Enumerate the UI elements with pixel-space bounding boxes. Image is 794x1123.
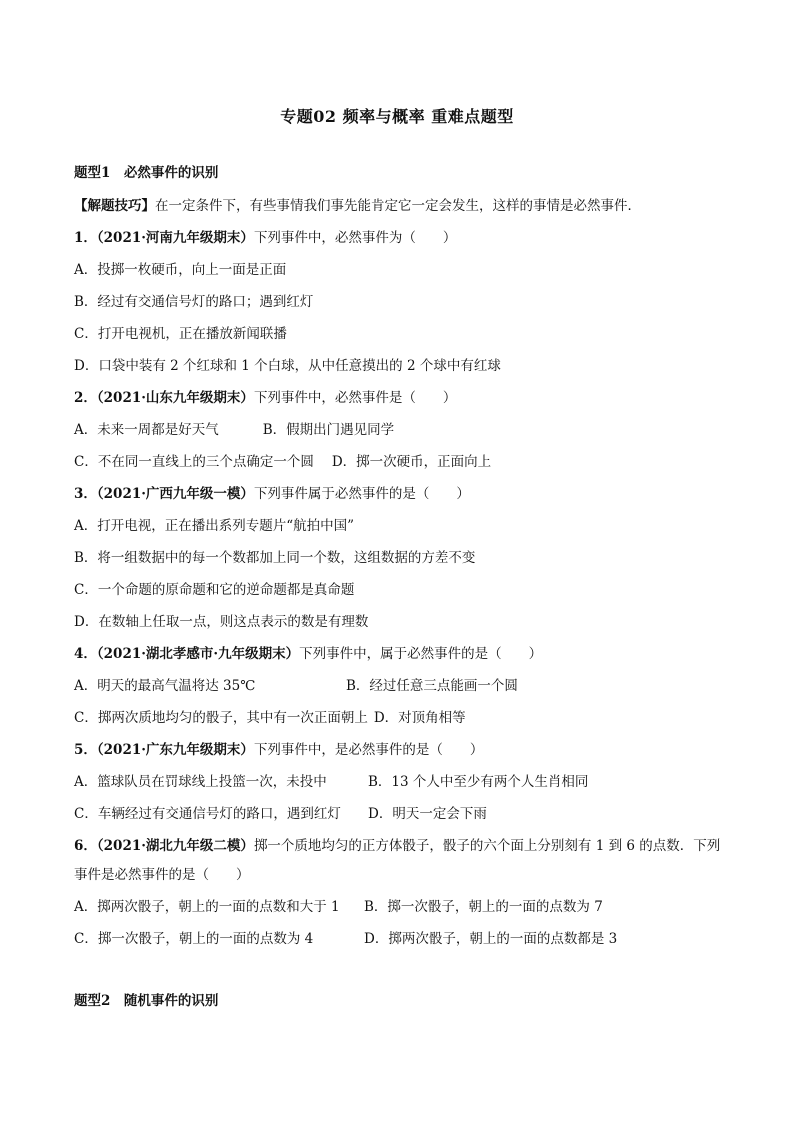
question-text: 掷一个质地均匀的正方体骰子，骰子的六个面上分别刻有 1 到 6 的点数．下列 xyxy=(253,838,721,854)
question-text: 下列事件中，是必然事件的是（ ） xyxy=(253,742,484,758)
q6-option-d: D．掷两次骰子，朝上的一面的点数都是 3 xyxy=(364,931,618,947)
q4-option-a: A．明天的最高气温将达 35℃ xyxy=(74,678,256,694)
q5-option-c: C．车辆经过有交通信号灯的路口，遇到红灯 xyxy=(74,806,341,822)
q6-option-a: A．掷两次骰子，朝上的一面的点数和大于 1 xyxy=(74,899,340,915)
q2-options-cd xyxy=(74,453,491,471)
q1-option-b: B．经过有交通信号灯的路口；遇到红灯 xyxy=(74,294,314,310)
q3-option-a: A．打开电视，正在播出系列专题片“航拍中国” xyxy=(74,518,355,534)
question-text: 下列事件中，必然事件是（ ） xyxy=(253,390,457,406)
q6-option-c: C．掷一次骰子，朝上的一面的点数为 4 xyxy=(74,931,314,947)
tip-paragraph xyxy=(74,197,641,215)
q5-options-ab xyxy=(74,773,734,791)
q3-option-d: D．在数轴上任取一点，则这点表示的数是有理数 xyxy=(74,614,369,630)
question-number: 2． xyxy=(74,390,97,406)
q2-option-b: B．假期出门遇见同学 xyxy=(262,422,395,438)
q6-option-b: B．掷一次骰子，朝上的一面的点数为 7 xyxy=(364,899,603,915)
question-source: （2021·河南九年级期末） xyxy=(96,230,254,246)
question-source: （2021·湖北九年级二模） xyxy=(96,838,254,854)
question-source: （2021·湖北孝感市·九年级期末） xyxy=(96,646,300,662)
q2-option-c: C．不在同一直线上的三个点确定一个圆 xyxy=(74,454,314,470)
q5-option-b: B．13 个人中至少有两个人生肖相同 xyxy=(368,774,589,790)
question-3-stem xyxy=(74,485,470,503)
question-6-stem xyxy=(74,837,720,855)
tip-text: 在一定条件下，有些事情我们事先能肯定它一定会发生，这样的事情是必然事件． xyxy=(155,198,641,214)
q2-options-ab xyxy=(74,421,394,439)
q4-option-d: D．对顶角相等 xyxy=(373,710,466,726)
question-1-stem xyxy=(74,229,456,247)
question-text: 下列事件属于必然事件的是（ ） xyxy=(253,486,470,502)
q4-option-b: B．经过任意三点能画一个圆 xyxy=(346,678,518,694)
q6-options-cd xyxy=(74,930,734,948)
q4-options-ab xyxy=(74,677,734,695)
q6-options-ab xyxy=(74,898,734,916)
q1-option-c: C．打开电视机，正在播放新闻联播 xyxy=(74,326,287,342)
q1-option-a: A．投掷一枚硬币，向上一面是正面 xyxy=(74,262,287,278)
question-number: 3． xyxy=(74,486,97,502)
q3-option-b: B．将一组数据中的每一个数都加上同一个数，这组数据的方差不变 xyxy=(74,550,476,566)
q4-options-cd xyxy=(74,709,466,727)
question-text: 下列事件中，属于必然事件的是（ ） xyxy=(299,646,543,662)
q2-option-d: D．掷一次硬币，正面向上 xyxy=(331,454,492,470)
q5-options-cd xyxy=(74,805,734,823)
question-number: 6． xyxy=(74,838,97,854)
section-heading-2: 题型2 随机事件的识别 xyxy=(74,993,219,1009)
q5-option-a: A．篮球队员在罚球线上投篮一次，未投中 xyxy=(74,774,327,790)
question-source: （2021·广东九年级期末） xyxy=(96,742,254,758)
question-2-stem xyxy=(74,389,456,407)
q5-option-d: D．明天一定会下雨 xyxy=(368,806,487,822)
page-title: 专题02 频率与概率 重难点题型 xyxy=(280,107,514,126)
q3-option-c: C．一个命题的原命题和它的逆命题都是真命题 xyxy=(74,582,355,598)
question-source: （2021·山东九年级期末） xyxy=(96,390,254,406)
tip-label: 【解题技巧】 xyxy=(74,198,155,214)
q4-option-c: C．掷两次质地均匀的骰子，其中有一次正面朝上 xyxy=(74,710,368,726)
section-heading-1: 题型1 必然事件的识别 xyxy=(74,165,219,181)
question-6-stem-continued: 事件是必然事件的是（ ） xyxy=(74,867,250,883)
question-5-stem xyxy=(74,741,483,759)
q1-option-d: D．口袋中装有 2 个红球和 1 个白球，从中任意摸出的 2 个球中有红球 xyxy=(74,358,501,374)
question-number: 1． xyxy=(74,230,97,246)
question-source: （2021·广西九年级一模） xyxy=(96,486,254,502)
question-number: 4． xyxy=(74,646,97,662)
question-4-stem xyxy=(74,645,542,663)
question-text: 下列事件中，必然事件为（ ） xyxy=(253,230,457,246)
q2-option-a: A．未来一周都是好天气 xyxy=(74,422,219,438)
question-number: 5． xyxy=(74,742,97,758)
